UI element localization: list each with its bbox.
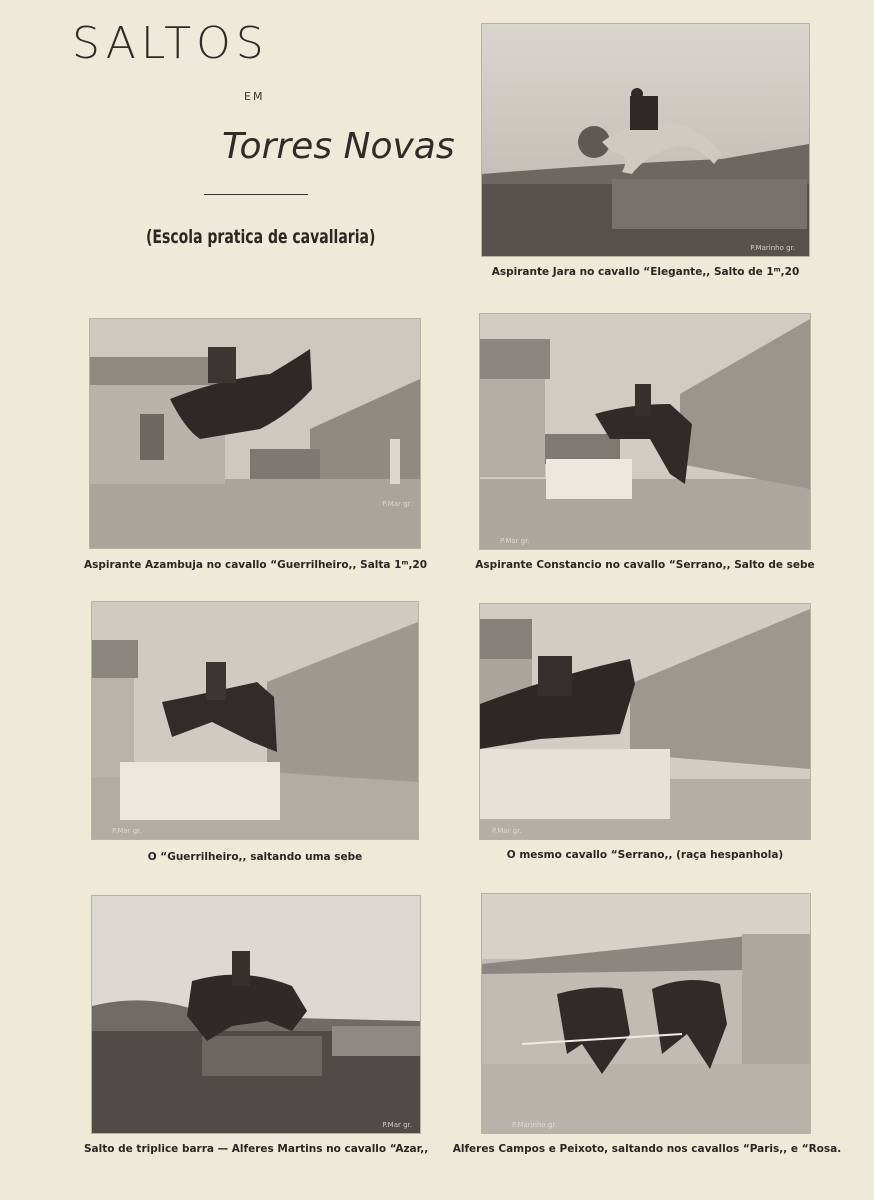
photo-constancio-serrano	[480, 314, 810, 549]
page-subtitle: (Escola pratica de cavallaria)	[146, 226, 376, 248]
caption-photo-5: O mesmo cavallo “Serrano,, (raça hespanhola)	[506, 849, 784, 861]
photo-azambuja-guerrilheiro	[90, 319, 420, 548]
caption-photo-3: Aspirante Constancio no cavallo “Serrano,, Salto de sebe	[475, 559, 815, 571]
caption-photo-4: O “Guerrilheiro,, saltando uma sebe	[147, 851, 363, 863]
engraver-signature: P.Mar gr.	[382, 500, 412, 508]
engraver-signature: P.Mar gr.	[492, 827, 522, 835]
title-divider	[204, 194, 308, 195]
photo-martins-azar	[92, 896, 420, 1133]
caption-photo-6: Salto de triplice barra — Alferes Martins no cavallo “Azar,,	[84, 1143, 429, 1155]
title-place: Torres Novas	[222, 126, 455, 167]
engraver-signature: P.Mar gr.	[382, 1121, 412, 1129]
caption-photo-7: Alferes Campos e Peixoto, saltando nos cavallos “Paris,, e “Rosa.	[452, 1143, 842, 1155]
page-title: SALTOS	[72, 18, 269, 69]
photo-jara-elegante	[482, 24, 809, 256]
photo-serrano-hespanhola	[480, 604, 810, 839]
engraver-signature: P.Marinho gr.	[750, 244, 795, 252]
photo-campos-peixoto	[482, 894, 810, 1133]
title-connector: EM	[244, 90, 265, 103]
caption-photo-2: Aspirante Azambuja no cavallo “Guerrilheiro,, Salta 1ᵐ,20	[84, 559, 428, 571]
photo-guerrilheiro-sebe	[92, 602, 418, 839]
engraver-signature: P.Mar gr.	[112, 827, 142, 835]
engraver-signature: P.Marinho gr.	[512, 1121, 557, 1129]
engraver-signature: P.Mar gr.	[500, 537, 530, 545]
caption-photo-1: Aspirante Jara no cavallo “Elegante,, Salto de 1ᵐ,20	[491, 266, 800, 278]
